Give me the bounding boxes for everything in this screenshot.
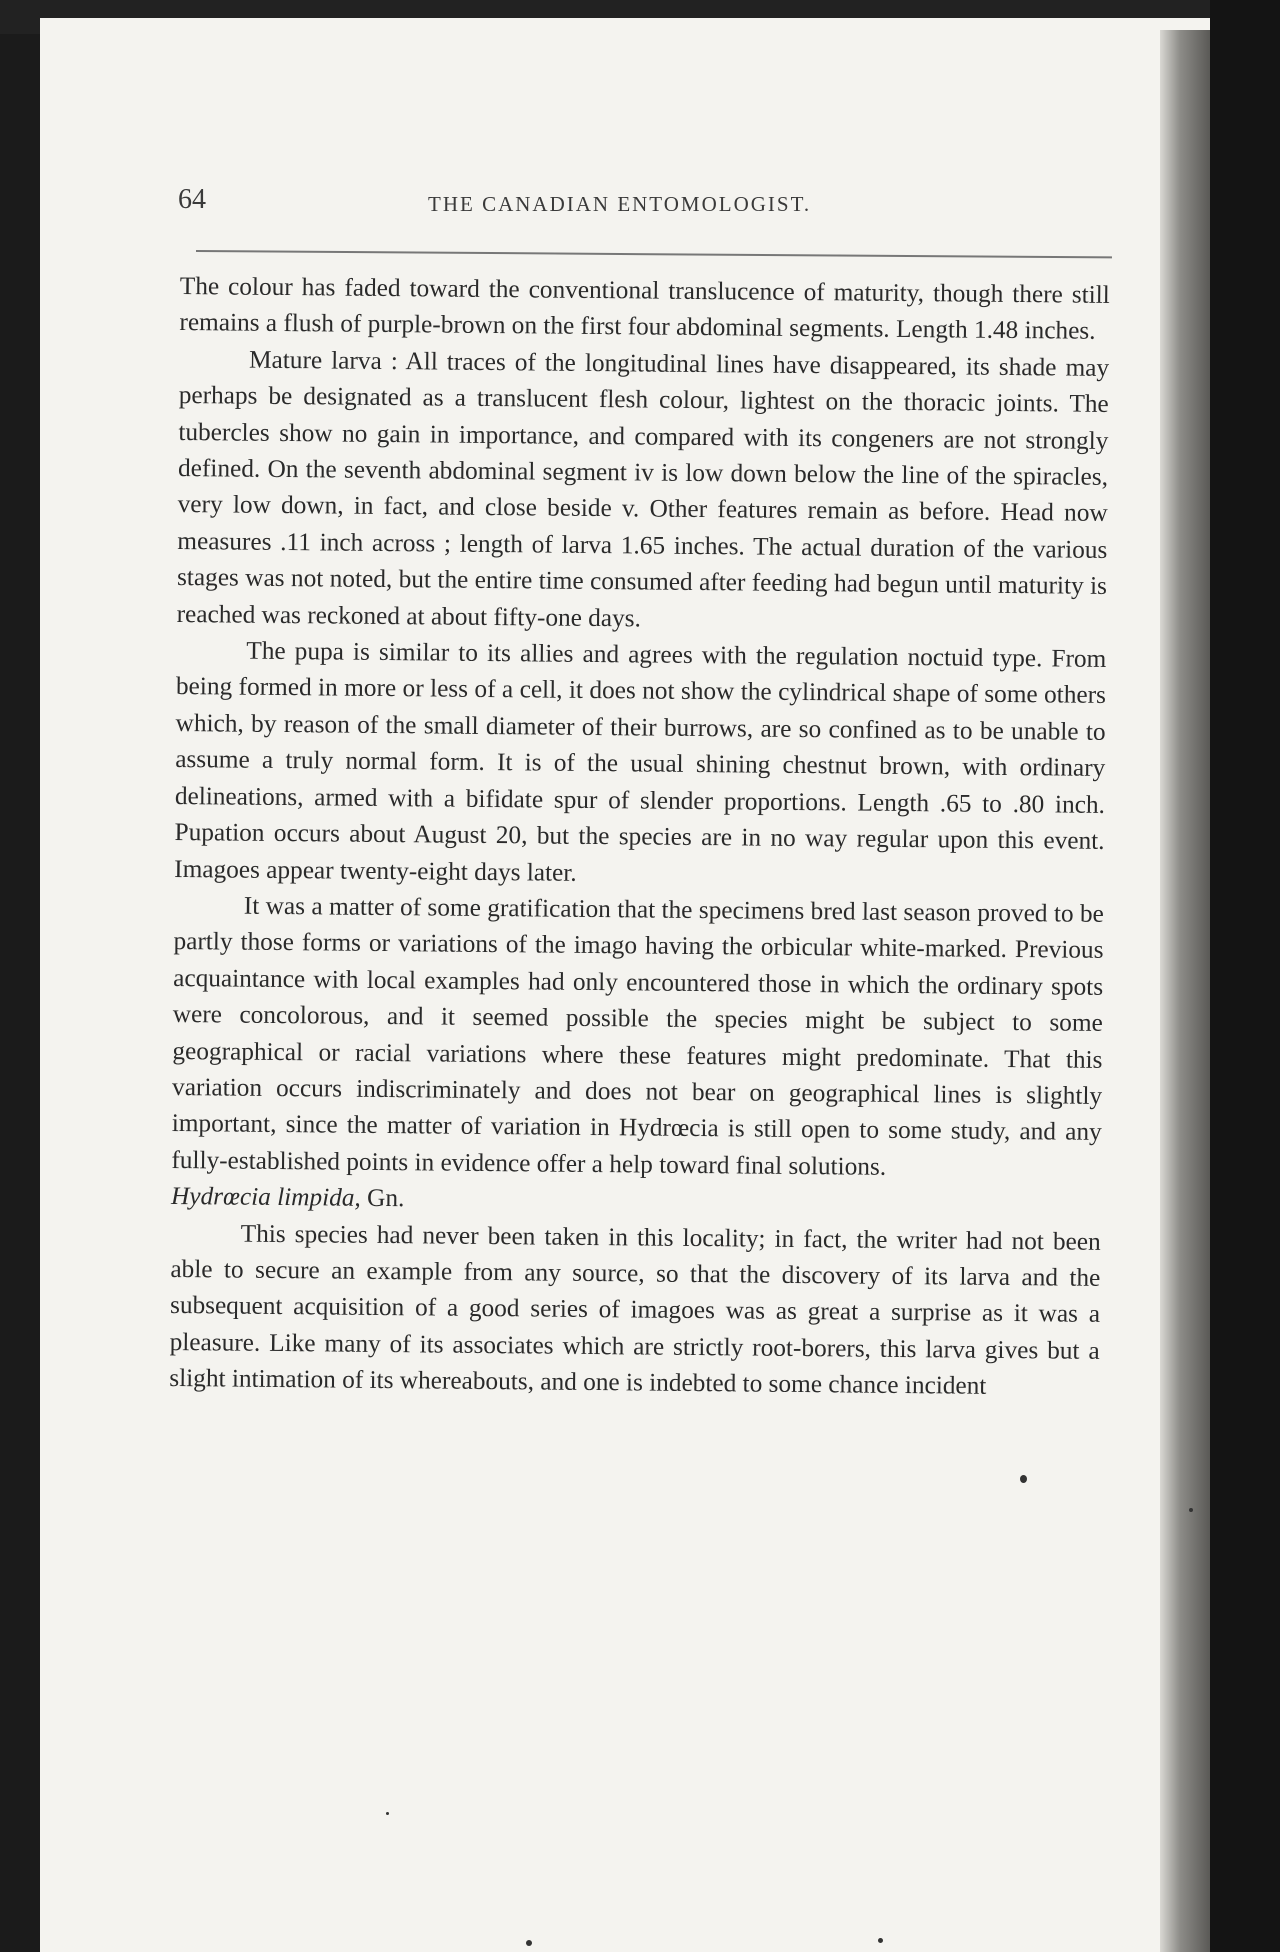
species-author: Gn. xyxy=(366,1183,405,1213)
running-head: THE CANADIAN ENTOMOLOGIST. xyxy=(428,192,812,216)
ink-speck xyxy=(386,1812,389,1815)
paragraph-gratification: It was a matter of some gratification that the specimens bred last season proved to be partly those forms or variations of the imago having the orbicular white-marked. Previous acquaintance with local examples had only encountered those in which the ordinary spots were concolorous, and it seemed possible the species might be subject to some geographical or racial variations where these features might predominate. That this variation occurs indiscriminately and does not bear on geographical lines is slightly important, since the matter of variation in Hydrœcia is still open to some study, and any fully-established points in evidence offer a help toward final solutions. xyxy=(171,891,1104,1181)
paragraph-colour: The colour has faded toward the conventional translucence of maturity, though there still remains a flush of purple-brown on the first four abdominal segments. Length 1.48 inches. xyxy=(179,271,1110,346)
page-edge-shadow xyxy=(1160,30,1210,1952)
ink-speck xyxy=(1020,1475,1027,1483)
paragraph-pupa: The pupa is similar to its allies and agrees with the regulation noctuid type. From being formed in more or less of a cell, it does not show the cylindrical shape of some others which, by reason of the small diameter of their burrows, are so confined as to be unable to assume a truly normal form. It is of the usual shining chestnut brown, with ordinary delineations, armed with a bifidate spur of slender proportions. Length .65 to .80 inch. Pupation occurs about August 20, but the species are in no way regular upon this event. Imagoes appear twenty-eight days later. xyxy=(174,636,1107,887)
page-number: 64 xyxy=(178,184,206,215)
paragraph-limpida: This species had never been taken in this locality; in fact, the writer had not been able to secure an example from any source, so that the discovery of its larva and the subsequent acquisition of a good series of imagoes was as great a surprise as it was a pleasure. Like many of its associates which are strictly root-borers, this larva gives but a slight intimation of its whereabouts, and one is indebted to some chance incident xyxy=(169,1219,1101,1400)
body-text xyxy=(169,268,1110,1405)
ink-speck xyxy=(526,1940,532,1946)
paragraph-mature-larva: Mature larva : All traces of the longitudinal lines have disappeared, its shade may perhaps be designated as a translucent flesh colour, lightest on the thoracic joints. The tubercles show no gain in importance, and compared with its congeners are not strongly defined. On the seventh abdominal segment iv is low down below the line of the spiracles, very low down, in fact, and close beside v. Other features remain as before. Head now measures .11 inch across ; length of larva 1.65 inches. The actual duration of the various stages was not noted, but the entire time consumed after feeding had begun until maturity is reached was reckoned at about fifty-one days. xyxy=(176,345,1110,633)
ink-speck xyxy=(1189,1508,1193,1512)
page-header xyxy=(178,180,1118,230)
ink-speck xyxy=(878,1938,883,1943)
scan-border-right xyxy=(1210,0,1280,1952)
species-name: Hydrœcia limpida, xyxy=(170,1182,361,1212)
